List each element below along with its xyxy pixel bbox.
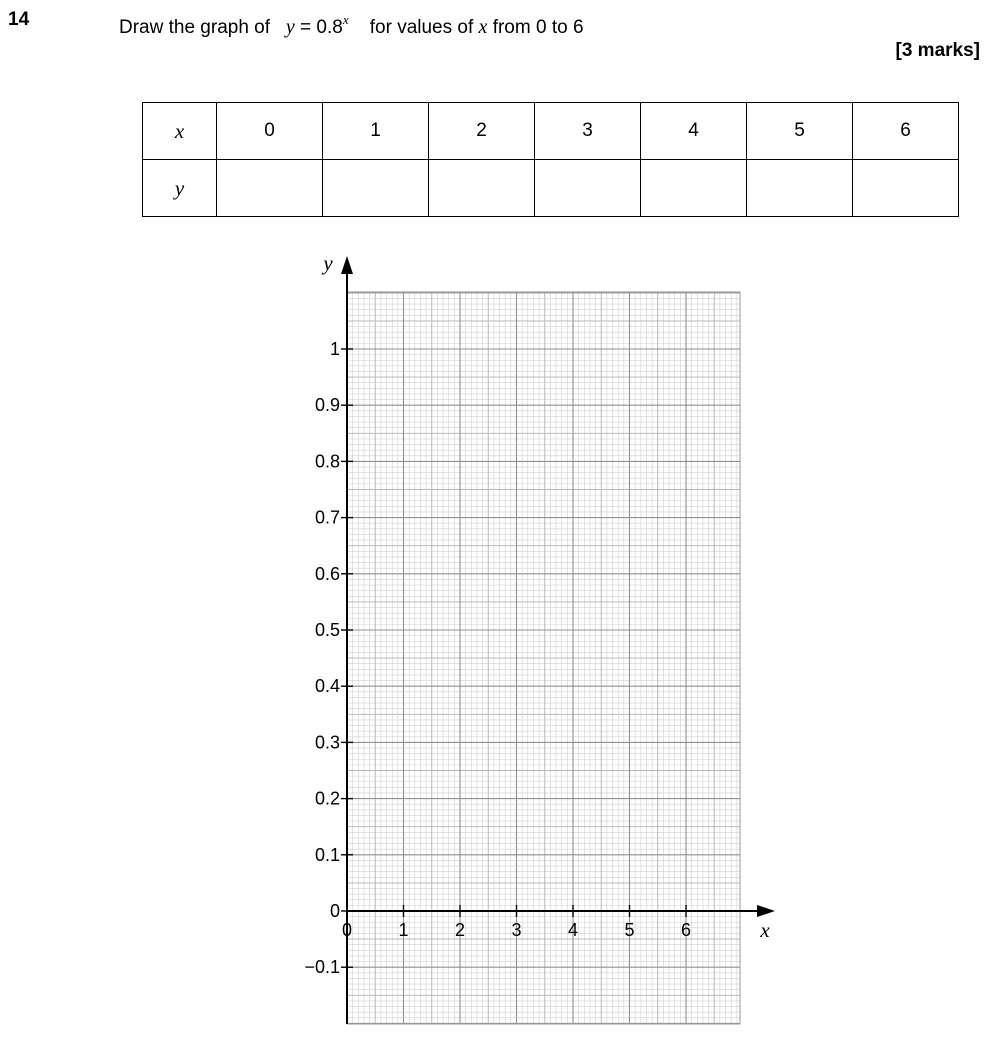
- question-x: x: [478, 16, 488, 38]
- x-tick-label: 5: [624, 920, 635, 940]
- x-value-cell: 0: [217, 103, 323, 160]
- question-prefix: Draw the graph of: [119, 17, 271, 38]
- y-tick-label: 0.4: [314, 676, 340, 697]
- y-tick-label: 0.6: [314, 563, 340, 584]
- x-value-cell: 5: [747, 103, 853, 160]
- row-label-x: x: [143, 103, 217, 160]
- x-value-cell: 6: [853, 103, 959, 160]
- marks-label: [3 marks]: [895, 40, 980, 61]
- y-tick-label: 0.7: [314, 507, 340, 528]
- x-value-cell: 1: [323, 103, 429, 160]
- question-suffix-a: for values of: [369, 17, 474, 38]
- x-axis-arrow-icon: [757, 905, 775, 917]
- x-value-cell: 3: [535, 103, 641, 160]
- y-tick-label: 0.2: [314, 788, 340, 809]
- equation-base: = 0.8: [294, 17, 343, 38]
- question-number: 14: [8, 9, 30, 30]
- x-axis-label: x: [760, 918, 770, 942]
- y-axis-arrow-icon: [341, 256, 353, 274]
- x-tick-label: 0: [341, 920, 353, 940]
- x-value-cell: 2: [429, 103, 535, 160]
- y-tick-label: 0.1: [314, 844, 340, 865]
- y-tick-label: −0.1: [304, 957, 340, 978]
- x-tick-label: 6: [680, 920, 692, 940]
- equation-y: y: [285, 16, 295, 38]
- question-suffix-b: from 0 to 6: [492, 17, 584, 38]
- y-tick-label: 1: [329, 339, 340, 359]
- y-tick-label: 0.9: [314, 395, 340, 416]
- y-tick-label: 0.8: [314, 451, 340, 472]
- row-label-y: y: [143, 160, 217, 217]
- y-tick-label: 0.5: [314, 620, 340, 640]
- equation-exponent: x: [342, 12, 349, 27]
- x-tick-label: 2: [454, 920, 466, 940]
- x-tick-label: 3: [511, 920, 522, 940]
- y-axis-label: y: [323, 251, 333, 275]
- y-tick-label: 0: [329, 901, 340, 921]
- x-value-cell: 4: [641, 103, 747, 160]
- y-tick-label: 0.3: [314, 732, 340, 753]
- x-tick-label: 1: [398, 920, 409, 940]
- x-tick-label: 4: [567, 920, 579, 940]
